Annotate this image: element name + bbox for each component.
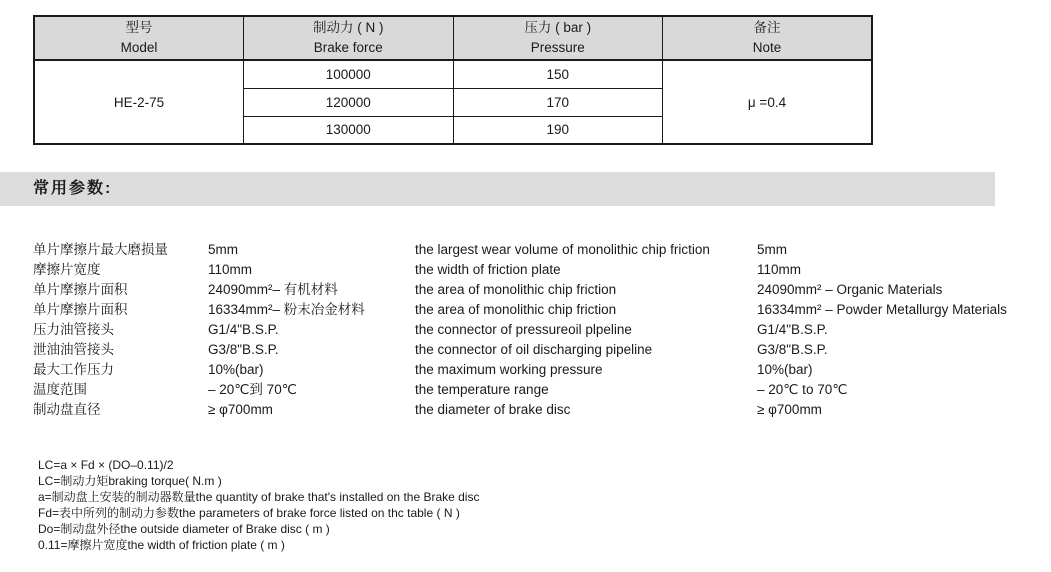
- col-header-note-en: Note: [752, 40, 782, 55]
- formula-line: a=制动盘上安装的制动器数量the quantity of brake that's installed on the Brake disc: [38, 490, 480, 504]
- col-header-brake-force: [244, 16, 454, 60]
- param-row: [0, 320, 1051, 340]
- param-label-en: the width of friction plate: [415, 262, 561, 277]
- formula-line: Do=制动盘外径the outside diameter of Brake disc ( m ): [38, 522, 330, 536]
- formula-notes: [38, 457, 1051, 553]
- param-label-en: the connector of pressureoil plpeline: [415, 322, 632, 337]
- param-label-zh: 泄油油管接头: [33, 342, 114, 357]
- param-label-en: the diameter of brake disc: [415, 402, 571, 417]
- brake-force-cell: 130000: [244, 116, 454, 144]
- pressure-cell: 190: [453, 116, 663, 144]
- param-value-zh: 16334mm²– 粉末冶金材料: [208, 302, 365, 317]
- param-row: [0, 260, 1051, 280]
- param-value-zh: 24090mm²– 有机材料: [208, 282, 338, 297]
- param-label-en: the largest wear volume of monolithic chip friction: [415, 242, 710, 257]
- param-label-zh: 单片摩擦片面积: [33, 302, 128, 317]
- param-label-zh: 摩擦片宽度: [33, 262, 101, 277]
- param-label-zh: 最大工作压力: [33, 362, 114, 377]
- param-label-zh: 单片摩擦片最大磨损量: [33, 242, 168, 257]
- param-row: [0, 280, 1051, 300]
- param-value-en: 110mm: [757, 262, 802, 277]
- table-row: [34, 60, 872, 88]
- col-header-note-zh: 备注: [753, 19, 781, 35]
- spec-table-header-row: [34, 16, 872, 60]
- param-value-zh: – 20℃到 70℃: [208, 382, 297, 397]
- param-label-en: the maximum working pressure: [415, 362, 603, 377]
- param-value-en: 5mm: [757, 242, 787, 257]
- param-row: [0, 360, 1051, 380]
- col-header-brake-force-en: Brake force: [313, 40, 383, 55]
- param-value-en: G3/8"B.S.P.: [757, 342, 828, 357]
- param-value-en: – 20℃ to 70℃: [757, 382, 848, 397]
- model-cell: HE-2-75: [34, 60, 244, 144]
- col-header-model-zh: 型号: [125, 19, 153, 35]
- param-label-en: the temperature range: [415, 382, 549, 397]
- param-value-en: ≥ φ700mm: [757, 402, 822, 417]
- brake-force-cell: 100000: [244, 60, 454, 88]
- page: [0, 15, 1051, 553]
- col-header-model: [34, 16, 244, 60]
- note-cell: μ =0.4: [663, 60, 873, 144]
- col-header-pressure-en: Pressure: [530, 40, 585, 55]
- parameters-list: [0, 240, 1051, 420]
- param-value-en: 16334mm² – Powder Metallurgy Materials: [757, 302, 1007, 317]
- param-value-zh: ≥ φ700mm: [208, 402, 273, 417]
- col-header-brake-force-zh: 制动力 ( N ): [313, 19, 384, 35]
- param-value-zh: 110mm: [208, 262, 253, 277]
- section-title: 常用参数:: [33, 180, 113, 197]
- param-value-zh: 10%(bar): [208, 362, 264, 377]
- param-value-zh: G1/4"B.S.P.: [208, 322, 279, 337]
- spec-table: [33, 15, 873, 145]
- col-header-pressure: [453, 16, 663, 60]
- pressure-cell: 170: [453, 88, 663, 116]
- param-row: [0, 300, 1051, 320]
- formula-line: Fd=表中所列的制动力参数the parameters of brake force listed on thc table ( N ): [38, 506, 460, 520]
- col-header-model-en: Model: [120, 40, 158, 55]
- param-row: [0, 380, 1051, 400]
- param-label-en: the area of monolithic chip friction: [415, 302, 617, 317]
- col-header-note: [663, 16, 873, 60]
- brake-force-cell: 120000: [244, 88, 454, 116]
- param-value-zh: G3/8"B.S.P.: [208, 342, 279, 357]
- formula-line: 0.11=摩擦片宽度the width of friction plate ( m ): [38, 538, 285, 552]
- col-header-pressure-zh: 压力 ( bar ): [524, 19, 592, 35]
- formula-line: LC=a × Fd × (DO–0.11)/2: [38, 458, 174, 472]
- formula-line: LC=制动力矩braking torque( N.m ): [38, 474, 222, 488]
- section-bar: [0, 172, 995, 206]
- param-label-en: the area of monolithic chip friction: [415, 282, 617, 297]
- param-row: [0, 240, 1051, 260]
- param-label-zh: 制动盘直径: [33, 402, 101, 417]
- param-value-zh: 5mm: [208, 242, 238, 257]
- param-value-en: 24090mm² – Organic Materials: [757, 282, 943, 297]
- param-label-zh: 压力油管接头: [33, 322, 114, 337]
- param-value-en: 10%(bar): [757, 362, 813, 377]
- param-row: [0, 400, 1051, 420]
- param-row: [0, 340, 1051, 360]
- pressure-cell: 150: [453, 60, 663, 88]
- param-label-zh: 温度范围: [33, 382, 87, 397]
- param-label-zh: 单片摩擦片面积: [33, 282, 128, 297]
- param-value-en: G1/4"B.S.P.: [757, 322, 828, 337]
- param-label-en: the connector of oil discharging pipeline: [415, 342, 653, 357]
